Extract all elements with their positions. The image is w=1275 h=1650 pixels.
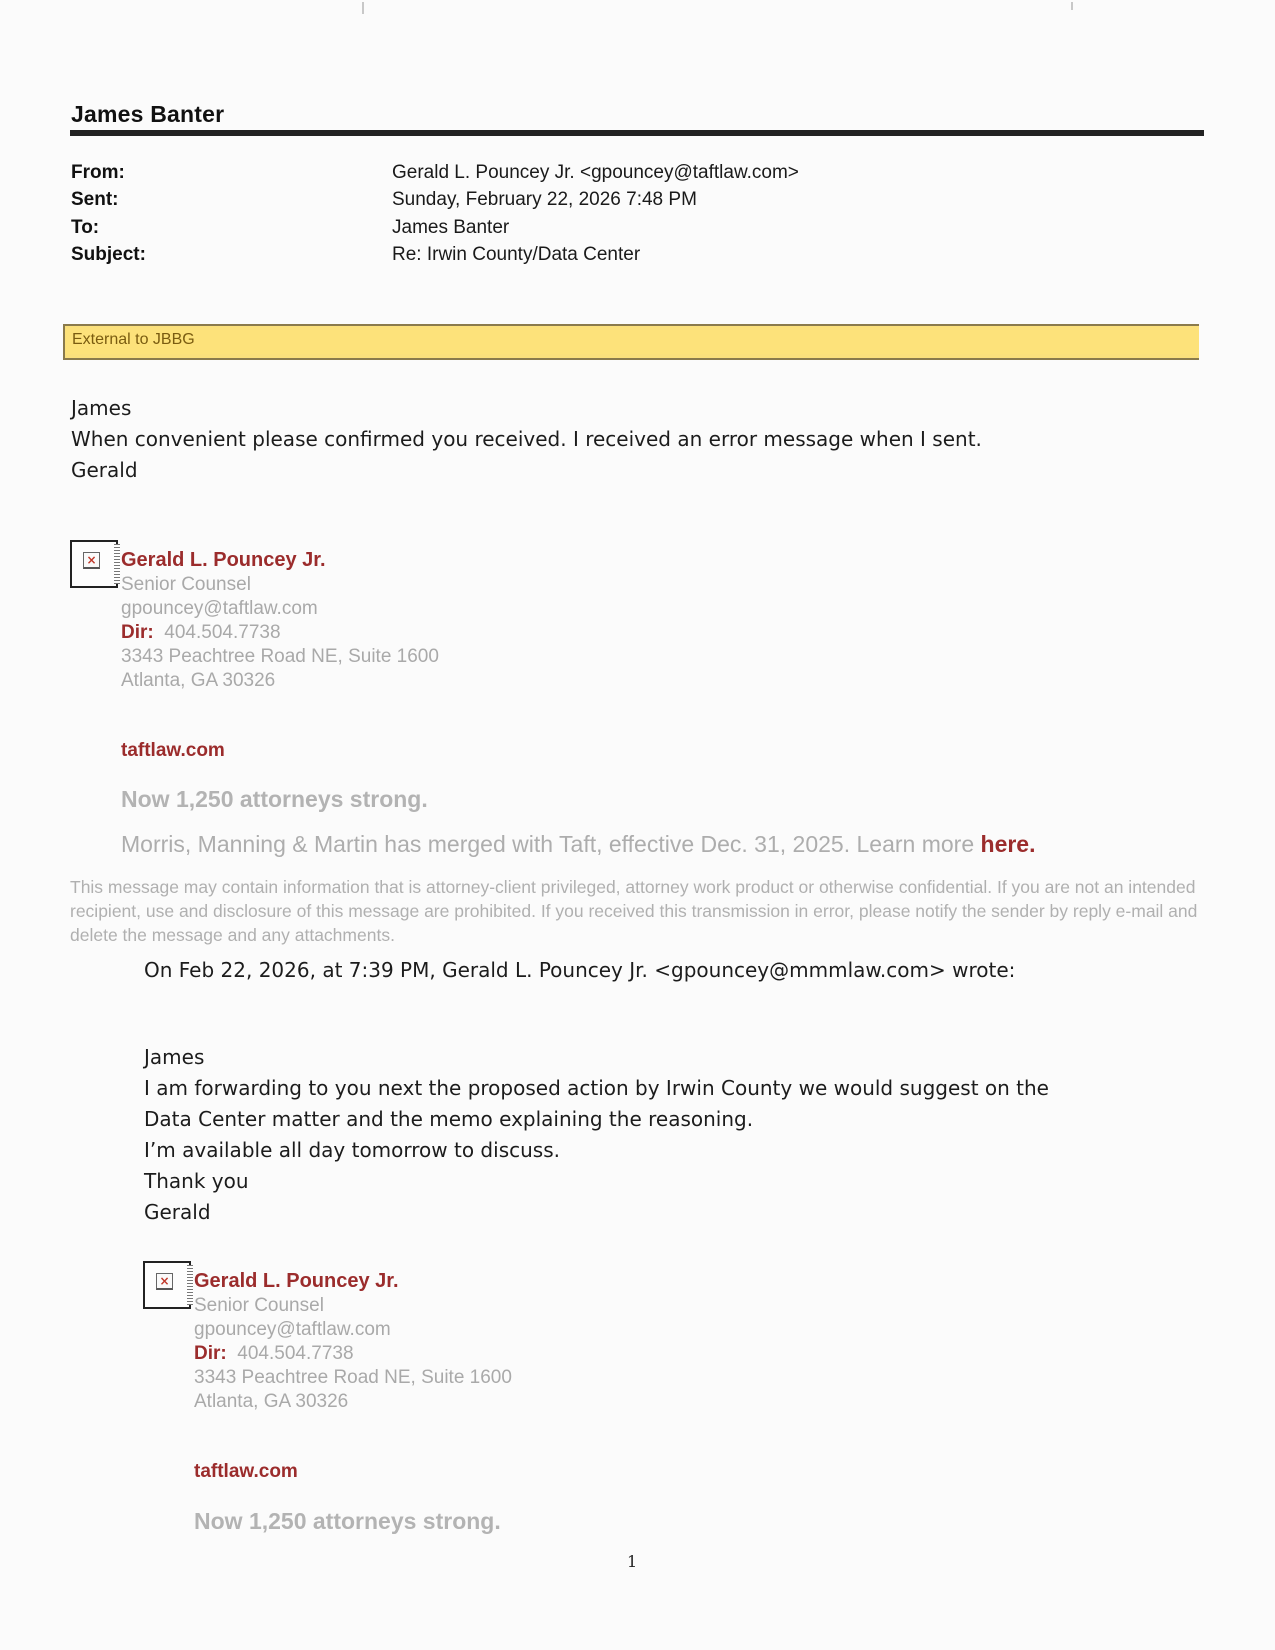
signature-address-line2: Atlanta, GA 30326 <box>121 670 276 691</box>
website-link[interactable]: taftlaw.com <box>121 740 225 761</box>
quoted-line: James <box>144 1045 205 1069</box>
signature-phone: 404.504.7738 <box>164 622 281 643</box>
to-label: To: <box>71 217 100 238</box>
to-value: James Banter <box>392 217 510 238</box>
image-placeholder-x-icon: × <box>83 552 100 569</box>
sent-value: Sunday, February 22, 2026 7:48 PM <box>392 189 697 210</box>
signature-name: Gerald L. Pouncey Jr. <box>121 549 326 571</box>
quoted-signature-address-line1: 3343 Peachtree Road NE, Suite 1600 <box>194 1367 512 1388</box>
title-divider <box>70 130 1204 136</box>
subject-label: Subject: <box>71 244 146 265</box>
signature-block <box>121 573 439 693</box>
signature-email-link[interactable]: gpouncey@taftlaw.com <box>121 598 318 619</box>
document-title: James Banter <box>71 101 225 127</box>
image-border-stripe <box>114 544 120 584</box>
merger-notice-text: Morris, Manning & Martin has merged with Taft, effective Dec. 31, 2025. Learn more <box>121 831 975 857</box>
message-line: James <box>71 396 132 420</box>
quoted-firm-tagline: Now 1,250 attorneys strong. <box>194 1508 501 1534</box>
sent-label: Sent: <box>71 189 119 210</box>
quoted-signature-block <box>194 1294 512 1414</box>
quoted-signature-phone: 404.504.7738 <box>237 1343 354 1364</box>
firm-tagline: Now 1,250 attorneys strong. <box>121 786 428 812</box>
quoted-line: Gerald <box>144 1200 211 1224</box>
quoted-website-link[interactable]: taftlaw.com <box>194 1461 298 1482</box>
banner-text: External to JBBG <box>72 331 195 348</box>
quoted-signature-name: Gerald L. Pouncey Jr. <box>194 1270 399 1292</box>
quoted-line: I’m available all day tomorrow to discuss. <box>144 1138 560 1162</box>
from-value: Gerald L. Pouncey Jr. <gpouncey@taftlaw.com> <box>392 162 799 183</box>
quoted-message-header: On Feb 22, 2026, at 7:39 PM, Gerald L. Pouncey Jr. <gpouncey@mmmlaw.com> wrote: <box>144 958 1016 982</box>
quoted-line: Thank you <box>144 1169 249 1193</box>
broken-image-icon <box>70 540 118 588</box>
from-label: From: <box>71 162 125 183</box>
message-line: Gerald <box>71 458 138 482</box>
merger-notice <box>121 831 1036 858</box>
scan-mark <box>362 2 364 14</box>
image-placeholder-x-icon: × <box>156 1273 173 1290</box>
dir-label: Dir: <box>194 1343 227 1364</box>
message-body <box>71 393 982 486</box>
quoted-signature-phone-row <box>194 1342 512 1366</box>
confidentiality-disclaimer: This message may contain information that is attorney-client privileged, attorney work product or otherwise confidential. If you are not an intended recipient, use and disclosure of this message are prohibited. If you received this transmission in error, please notify the sender by reply e-mail and delete the message and any attachments. <box>70 877 1198 945</box>
signature-phone-row <box>121 621 439 645</box>
subject-value: Re: Irwin County/Data Center <box>392 244 641 265</box>
quoted-line: I am forwarding to you next the proposed action by Irwin County we would suggest on the <box>144 1076 1049 1100</box>
external-sender-banner <box>63 324 1199 360</box>
quoted-signature-email-link[interactable]: gpouncey@taftlaw.com <box>194 1319 391 1340</box>
banner-fill <box>65 330 1199 354</box>
page-number: 1 <box>627 1552 638 1571</box>
quoted-message-body <box>144 1042 1049 1228</box>
quoted-signature-address-line2: Atlanta, GA 30326 <box>194 1391 349 1412</box>
scan-mark <box>1071 2 1073 10</box>
dir-label: Dir: <box>121 622 154 643</box>
quoted-line: Data Center matter and the memo explaining the reasoning. <box>144 1107 754 1131</box>
signature-title: Senior Counsel <box>121 574 251 595</box>
signature-address-line1: 3343 Peachtree Road NE, Suite 1600 <box>121 646 439 667</box>
learn-more-link[interactable]: here. <box>980 831 1036 857</box>
message-line: When convenient please confirmed you received. I received an error message when I sent. <box>71 427 982 451</box>
broken-image-icon <box>143 1261 191 1309</box>
quoted-signature-title: Senior Counsel <box>194 1295 324 1316</box>
image-border-stripe <box>187 1265 193 1305</box>
